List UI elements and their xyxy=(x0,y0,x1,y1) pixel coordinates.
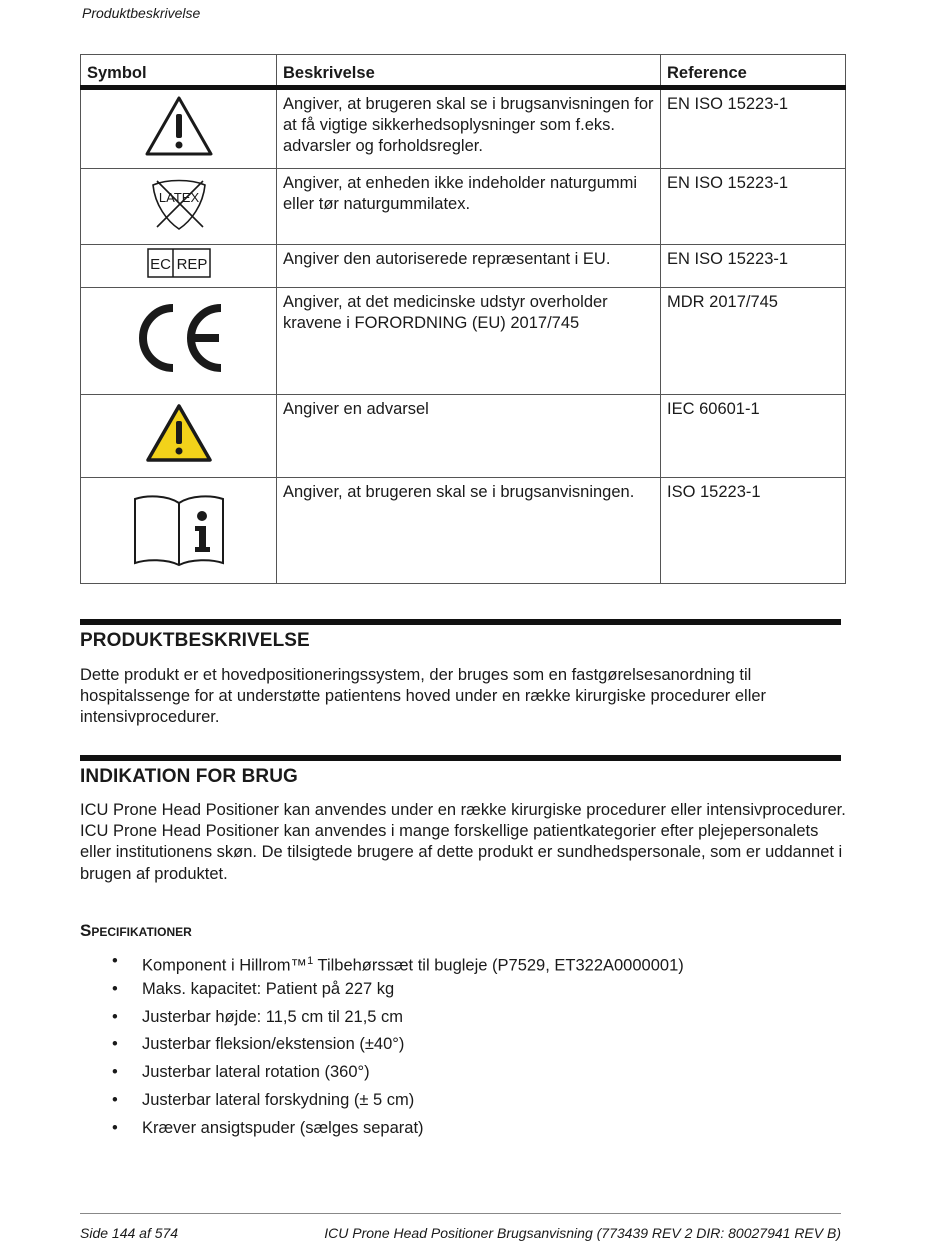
symbols-table xyxy=(80,54,846,584)
list-item xyxy=(0,1032,684,1060)
spec-text: Justerbar fleksion/ekstension (±40°) xyxy=(142,1035,405,1054)
section-divider xyxy=(80,619,841,625)
description-cell: Angiver, at det medicinske udstyr overholder kravene i FORORDNING (EU) 2017/745 xyxy=(277,288,661,395)
section-title-product: PRODUKTBESKRIVELSE xyxy=(80,630,310,651)
table-header-row xyxy=(81,55,846,88)
description-cell: Angiver, at enheden ikke indeholder naturgummi eller tør naturgummilatex. xyxy=(277,169,661,245)
table-row xyxy=(81,245,846,288)
caution-triangle-icon xyxy=(143,94,215,158)
symbol-cell xyxy=(81,395,277,478)
list-item xyxy=(0,1116,684,1144)
reference-cell: EN ISO 15223-1 xyxy=(661,88,846,169)
product-description-text: Dette produkt er et hovedpositioneringssystem, der bruges som en fastgørelsesanordning til hospitalssenge for at understøtte patientens hoved under en række kirurgiske procedurer eller intensivprocedurer. xyxy=(80,666,767,727)
column-header-reference: Reference xyxy=(661,55,846,88)
list-item xyxy=(0,949,684,977)
table-row xyxy=(81,169,846,245)
section-divider xyxy=(80,755,841,761)
bullet-icon: • xyxy=(112,1063,118,1082)
bullet-icon: • xyxy=(112,1007,118,1026)
symbol-cell xyxy=(81,245,277,288)
column-header-symbol: Symbol xyxy=(81,55,277,88)
footer-divider xyxy=(80,1213,841,1214)
bullet-icon: • xyxy=(112,1035,118,1054)
spec-text: Justerbar lateral forskydning (± 5 cm) xyxy=(142,1090,415,1109)
list-item xyxy=(0,1005,684,1033)
bullet-icon: • xyxy=(112,1090,118,1109)
reference-cell: ISO 15223-1 xyxy=(661,478,846,584)
description-cell: Angiver den autoriserede repræsentant i EU. xyxy=(277,245,661,288)
description-cell: Angiver, at brugeren skal se i brugsanvisningen. xyxy=(277,478,661,584)
spec-text: Tilbehørssæt til bugleje (P7529, ET322A0000001) xyxy=(313,956,684,975)
description-cell: Angiver en advarsel xyxy=(277,395,661,478)
list-item xyxy=(0,1088,684,1116)
page-number: Side 144 af 574 xyxy=(80,1225,179,1241)
latex-label: LATEX xyxy=(158,189,199,205)
footnote-marker: 1 xyxy=(307,955,314,967)
bullet-icon: • xyxy=(112,979,118,998)
spec-text: Maks. kapacitet: Patient på 227 kg xyxy=(142,979,395,998)
instructions-book-icon xyxy=(133,489,225,567)
spec-text: Justerbar højde: 11,5 cm til 21,5 cm xyxy=(142,1007,404,1026)
symbol-cell xyxy=(81,88,277,169)
latex-free-icon xyxy=(147,175,211,233)
spec-text: Justerbar lateral rotation (360°) xyxy=(142,1063,370,1082)
list-item xyxy=(0,977,684,1005)
reference-cell: IEC 60601-1 xyxy=(661,395,846,478)
symbol-cell xyxy=(81,169,277,245)
list-item xyxy=(0,1060,684,1088)
description-cell: Angiver, at brugeren skal se i brugsanvisningen for at få vigtige sikkerhedsoplysninger som f.eks. advarsler og forholdsregler. xyxy=(277,88,661,169)
table-row xyxy=(81,288,846,395)
ec-rep-icon xyxy=(147,248,211,278)
bullet-icon: • xyxy=(112,952,118,970)
reference-cell: MDR 2017/745 xyxy=(661,288,846,395)
ec-label: EC xyxy=(149,256,171,273)
section-title-indication: INDIKATION FOR BRUG xyxy=(80,766,298,787)
symbol-cell xyxy=(81,288,277,395)
table-row xyxy=(81,395,846,478)
reference-cell: EN ISO 15223-1 xyxy=(661,245,846,288)
reference-cell: EN ISO 15223-1 xyxy=(661,169,846,245)
table-row xyxy=(81,88,846,169)
symbol-cell xyxy=(81,478,277,584)
rep-label: REP xyxy=(176,256,207,273)
table-row xyxy=(81,478,846,584)
column-header-description: Beskrivelse xyxy=(277,55,661,88)
bullet-icon: • xyxy=(112,1118,118,1137)
ce-mark-icon xyxy=(133,304,225,372)
indication-text: ICU Prone Head Positioner kan anvendes under en række kirurgiske procedurer eller intensivprocedurer. ICU Prone Head Positioner kan anvendes i mange forskellige patientkategorier efter plejepersonalets eller institutionens skøn. De tilsigtede brugere af dette produkt er sundhedspersonale, som er uddannet i brugen af produktet. xyxy=(80,801,846,883)
running-header: Produktbeskrivelse xyxy=(82,5,201,21)
section-title-specifications: Specifikationer xyxy=(80,921,192,940)
document-reference: ICU Prone Head Positioner Brugsanvisning (773439 REV 2 DIR: 80027941 REV B) xyxy=(324,1225,841,1241)
spec-text: Kræver ansigtspuder (sælges separat) xyxy=(142,1118,424,1137)
specifications-list xyxy=(0,949,684,1144)
spec-text: Komponent i Hillrom™ xyxy=(142,956,308,975)
warning-yellow-icon xyxy=(144,402,214,464)
